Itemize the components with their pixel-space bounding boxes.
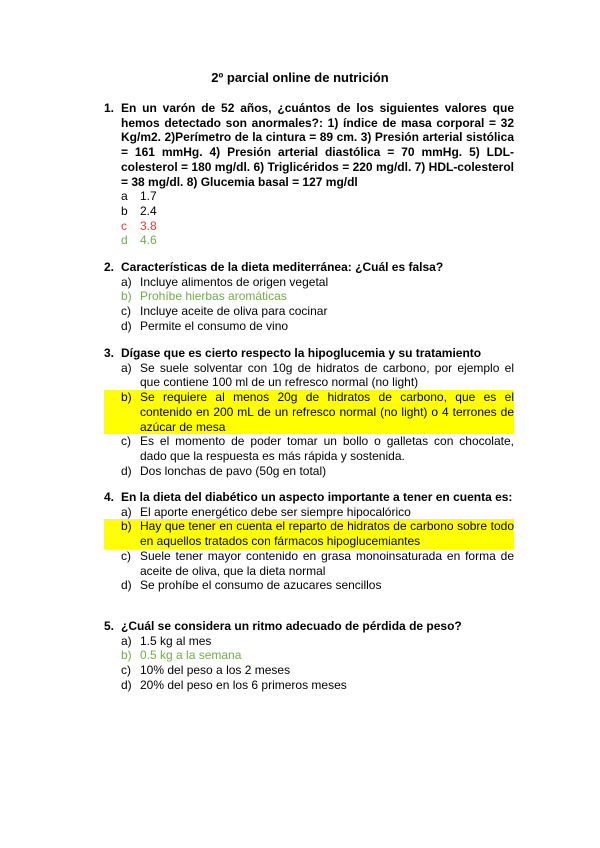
question-number: 3. (104, 346, 115, 360)
option-b-highlighted: b) Se requiere al menos 20g de hidratos de carbono, que es el contenido en 200 mL de un refresco normal (no light) o 4 terrones de azúcar de mesa (104, 390, 514, 434)
option-a: a) 1.5 kg al mes (121, 633, 212, 648)
question-3 (104, 346, 514, 478)
question-1 (104, 101, 514, 248)
question-text: Características de la dieta mediterránea: ¿Cuál es falsa? (121, 260, 444, 274)
option-d: d) Dos lonchas de pavo (50g en total) (121, 463, 327, 478)
question-text: Dígase que es cierto respecto la hipoglucemia y su tratamiento (121, 346, 482, 360)
option-d: d) Se prohíbe el consumo de azucares sencillos (121, 578, 382, 593)
question-number: 4. (104, 490, 115, 504)
option-c: c) 10% del peso a los 2 meses (121, 663, 291, 678)
option-b-correct: b) 0.5 kg a la semana (121, 648, 242, 663)
option-a: a) Se suele solventar con 10g de hidratos de carbono, por ejemplo el que contiene 100 ml de un refresco normal (no light) (121, 360, 514, 390)
question-number: 2. (104, 260, 115, 274)
option-d: d) Permite el consumo de vino (121, 318, 289, 333)
option-c: c) Incluye aceite de oliva para cocinar (121, 304, 328, 319)
question-text: En la dieta del diabético un aspecto importante a tener en cuenta es: (121, 490, 513, 504)
option-c-wrong: c 3.8 (121, 218, 157, 233)
option-b-highlighted: b) Hay que tener en cuenta el reparto de hidratos de carbono sobre todo en aquellos tratados con fármacos hipoglucemiantes (104, 519, 514, 548)
option-c: c) Es el momento de poder tomar un bollo o galletas con chocolate, dado que la respuesta es más rápida y sostenida. (121, 434, 514, 463)
question-text: En un varón de 52 años, ¿cuántos de los siguientes valores que hemos detectado son anormales?: 1) índice de masa corporal = 32 Kg/m2. 2)Perímetro de la cintura = 89 cm. 3) Presión arterial sistólica = 161 mmHg. 4) Presión arterial diastólica = 70 mmHg. 5) LDL-colesterol = 180 mg/dl. 6) Triglicéridos = 220 mg/dl. 7) HDL-colesterol = 38 mg/dl. 8) Glucemia basal = 127 mg/dl (121, 101, 514, 189)
question-2 (104, 260, 514, 334)
option-b-correct: b) Prohíbe hierbas aromáticas (121, 289, 287, 304)
option-b: b 2.4 (121, 203, 157, 218)
option-d-correct: d 4.6 (121, 233, 157, 248)
option-d: d) 20% del peso en los 6 primeros meses (121, 677, 347, 692)
option-a: a) Incluye alimentos de origen vegetal (121, 274, 329, 289)
question-number: 5. (104, 619, 115, 633)
option-c: c) Suele tener mayor contenido en grasa monoinsaturada en forma de aceite de oliva, que la dieta normal (121, 548, 514, 578)
option-a: a 1.7 (121, 189, 157, 204)
question-5 (104, 619, 514, 693)
option-a: a) El aporte energético debe ser siempre hipocalórico (121, 504, 411, 519)
question-text: ¿Cuál se considera un ritmo adecuado de pérdida de peso? (121, 619, 462, 633)
question-number: 1. (104, 101, 115, 115)
page-title: 2º parcial online de nutrición (211, 70, 389, 85)
question-4 (104, 490, 514, 593)
